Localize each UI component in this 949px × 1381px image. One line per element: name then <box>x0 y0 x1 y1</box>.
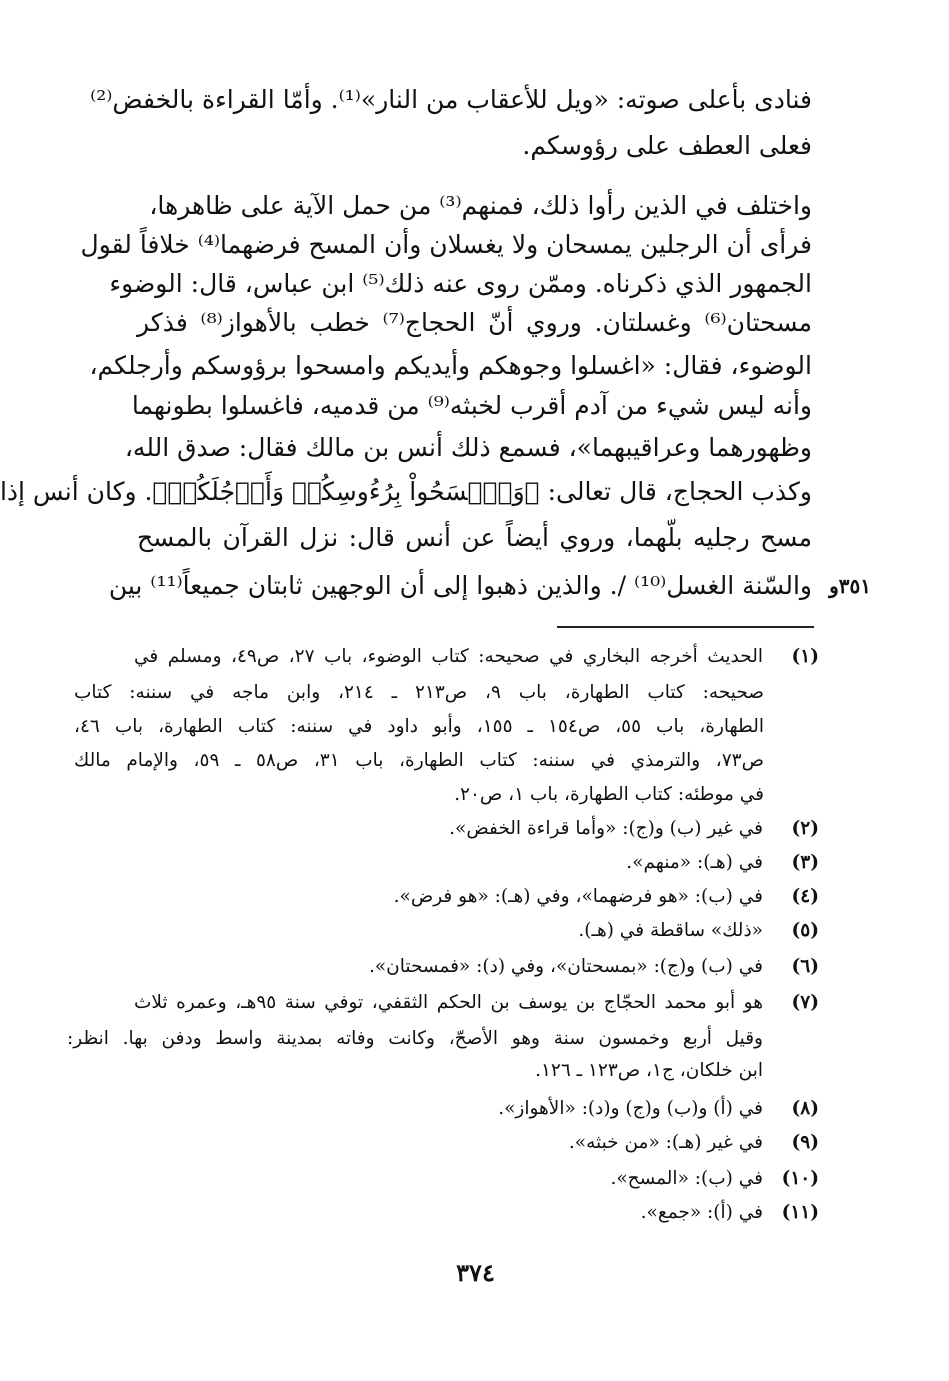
body-line: وكذب الحجاج، قال تعالى: ﴿وَٱمۡسَحُواْ بِرُءُوسِكُمۡ وَأَرۡجُلَكُمۡ﴾. وكان أنس إذا <box>0 477 812 506</box>
body-line: فنادى بأعلى صوته: «ويل للأعقاب من النار»⁽¹⁾. وأمّا القراءة بالخفض⁽²⁾ <box>90 85 812 114</box>
footnote-6 <box>134 950 819 984</box>
footnote-8 <box>134 1092 819 1126</box>
footnote-number: (٤) <box>791 886 819 907</box>
footnote-9 <box>134 1126 819 1160</box>
footnote-number: (٩) <box>791 1132 819 1153</box>
footnote-number: (٨) <box>791 1098 819 1119</box>
footnote-number: (٧) <box>791 992 819 1013</box>
body-line: والسّنة الغسل⁽¹⁰⁾ /. والذين ذهبوا إلى أن الوجهين ثابتان جميعاً⁽¹¹⁾ بين <box>108 571 812 600</box>
footnote-number: (٦) <box>791 956 819 977</box>
footnote-1 <box>134 640 819 674</box>
footnote-7 <box>134 986 819 1020</box>
body-line: فرأى أن الرجلين يمسحان ولا يغسلان وأن المسح فرضهما⁽⁴⁾ خلافاً لقول <box>80 230 812 259</box>
footnote-3 <box>134 846 819 880</box>
footnote-text: في موطئه: كتاب الطهارة، باب ١، ص٢٠. <box>454 784 764 805</box>
footnote-text: في (ب): «هو فرضهما»، وفي (هـ): «هو فرض». <box>393 886 763 907</box>
body-line: الجمهور الذي ذكرناه. وممّن روى عنه ذلك⁽⁵⁾ ابن عباس، قال: الوضوء <box>109 269 812 298</box>
footnote-text: في غير (هـ): «من خبثه». <box>568 1132 763 1153</box>
footnote-number: (١) <box>791 646 819 667</box>
footnote-text: الحديث أخرجه البخاري في صحيحه: كتاب الوضوء، باب ٢٧، ص٤٩، ومسلم في <box>134 646 763 667</box>
footnote-2 <box>134 812 819 846</box>
body-line: مسح رجليه بلّهما، وروي أيضاً عن أنس قال: نزل القرآن بالمسح <box>137 523 812 552</box>
footnote-text: ص٧٣، والترمذي في سننه: كتاب الطهارة، باب ٣١، ص٥٨ ـ ٥٩، والإمام مالك <box>74 750 764 771</box>
footnote-text: «ذلك» ساقطة في (هـ). <box>578 920 763 941</box>
footnote-10 <box>134 1162 819 1196</box>
footnote-text: الطهارة، باب ٥٥، ص١٥٤ ـ ١٥٥، وأبو داود في سننه: كتاب الطهارة، باب ٤٦، <box>74 716 764 737</box>
footnote-text: هو أبو محمد الحجّاج بن يوسف بن الحكم الثقفي، توفي سنة ٩٥هـ، وعمره ثلاث <box>134 992 763 1013</box>
footnote-text: وقيل أربع وخمسون سنة وهو الأصحّ، وكانت وفاته بمدينة واسط ودفن بها. انظر: <box>67 1028 763 1049</box>
footnote-4 <box>134 880 819 914</box>
body-line: الوضوء، فقال: «اغسلوا وجوهكم وأيديكم وامسحوا برؤوسكم وأرجلكم، <box>89 351 812 380</box>
body-line: وأنه ليس شيء من آدم أقرب لخبثه⁽⁹⁾ من قدميه، فاغسلوا بطونهما <box>131 391 812 420</box>
body-line: مسحتان⁽⁶⁾ وغسلتان. وروي أنّ الحجاج⁽⁷⁾ خطب بالأهواز⁽⁸⁾ فذكر <box>137 308 813 337</box>
body-line: فعلى العطف على رؤوسكم. <box>522 131 812 160</box>
book-page <box>2 0 949 1381</box>
footnote-number: (٢) <box>791 818 819 839</box>
footnote-number: (١٠) <box>781 1168 819 1189</box>
footnote-number: (١١) <box>781 1202 819 1223</box>
footnote-text: في (ب) و(ج): «بمسحتان»، وفي (د): «فمسحتان». <box>368 956 763 977</box>
footnote-text: في غير (ب) و(ج): «وأما قراءة الخفض». <box>449 818 763 839</box>
footnote-5 <box>134 914 819 948</box>
footnote-text: في (أ) و(ب) و(ج) و(د): «الأهواز». <box>498 1098 763 1119</box>
body-line: واختلف في الذين رأوا ذلك، فمنهم⁽³⁾ من حمل الآية على ظاهرها، <box>149 191 812 220</box>
footnote-text: في (ب): «المسح». <box>610 1168 763 1189</box>
footnote-text: في (أ): «جمع». <box>640 1202 763 1223</box>
footnote-number: (٣) <box>791 852 819 873</box>
footnote-separator <box>557 626 814 628</box>
footnote-number: (٥) <box>791 920 819 941</box>
footnote-text: ابن خلكان، ج١، ص١٢٣ ـ ١٢٦. <box>535 1060 763 1081</box>
body-line: وظهورهما وعراقيبهما»، فسمع ذلك أنس بن مالك فقال: صدق الله، <box>124 433 812 462</box>
page-number: ٣٧٤ <box>456 1258 495 1287</box>
footnote-text: صحيحه: كتاب الطهارة، باب ٩، ص٢١٣ ـ ٢١٤، وابن ماجه في سننه: كتاب <box>74 682 764 703</box>
footnote-11 <box>134 1196 819 1230</box>
footnote-text: في (هـ): «منهم». <box>626 852 763 873</box>
folio-marker: ٣٥١و <box>829 574 871 598</box>
